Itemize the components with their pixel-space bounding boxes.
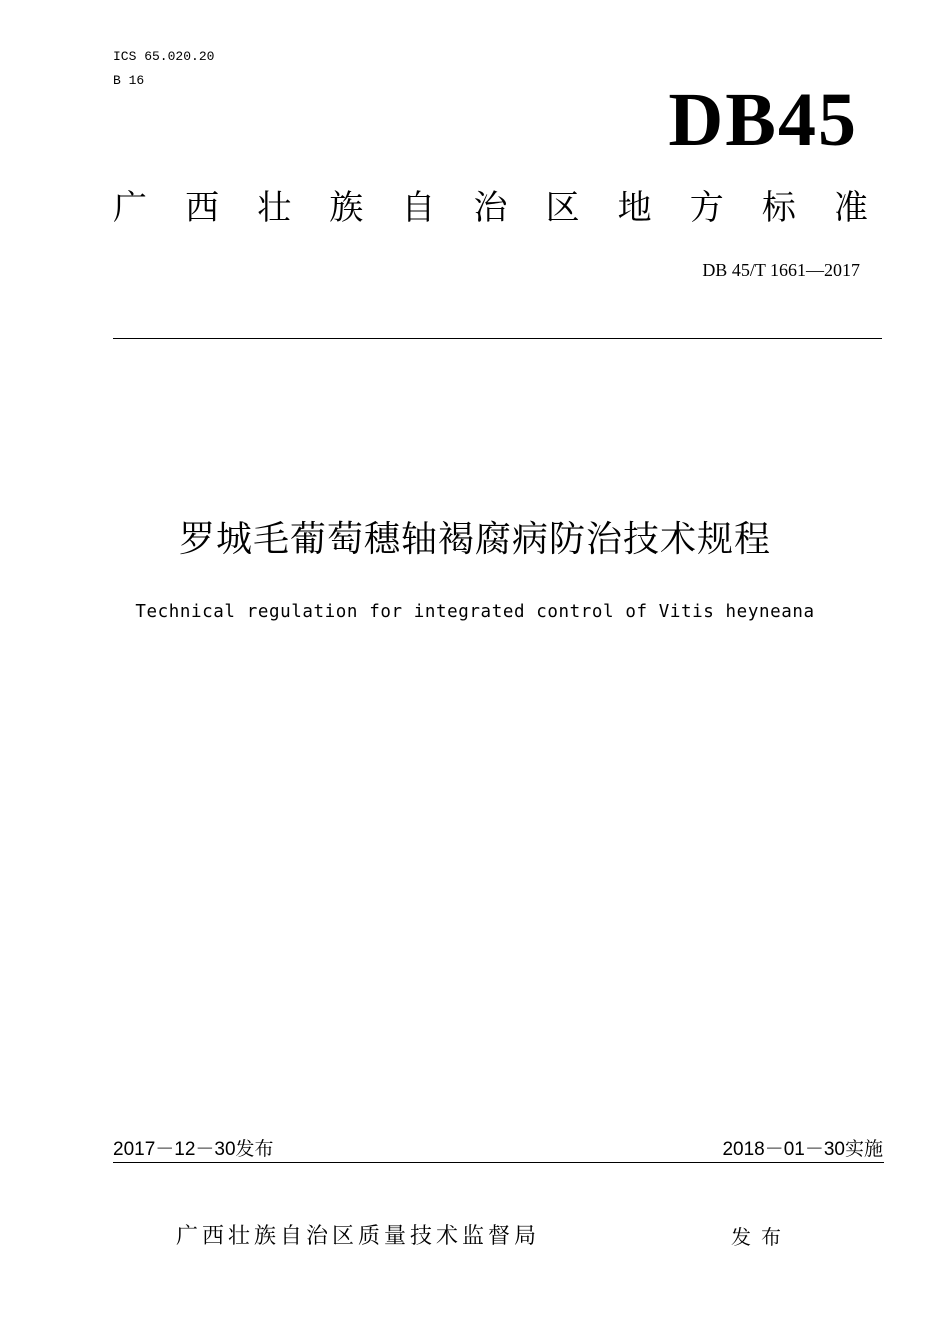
standard-number: DB 45/T 1661—2017 (702, 260, 860, 280)
standard-type-char: 标 (761, 188, 796, 228)
standard-type-char: 西 (185, 188, 220, 228)
standard-type-char: 区 (545, 188, 580, 228)
issuing-authority: 广西壮族自治区质量技术监督局 (176, 1224, 541, 1249)
header-divider (113, 338, 882, 339)
publish-date: 2017－12－30发布 (113, 1139, 274, 1160)
implementation-date: 2018－01－30实施 (722, 1139, 883, 1160)
standard-type-char: 方 (689, 188, 724, 228)
footer-divider (113, 1162, 884, 1163)
standard-type-char: 壮 (257, 188, 292, 228)
document-title-english: Technical regulation for integrated control of Vitis heyneana (135, 602, 815, 622)
standard-type-heading (113, 186, 868, 230)
standard-type-char: 广 (113, 188, 147, 228)
ics-code: ICS 65.020.20 (113, 49, 215, 64)
standard-code-logo: DB45 (668, 78, 858, 162)
standard-type-char: 地 (617, 188, 652, 228)
issue-label: 发布 (731, 1225, 791, 1249)
standard-type-char: 族 (329, 188, 364, 228)
standard-type-char: 准 (833, 188, 868, 228)
standard-type-char: 治 (473, 188, 508, 228)
standard-type-char: 自 (401, 188, 436, 228)
ccs-code: B 16 (113, 73, 145, 88)
document-title-chinese: 罗城毛葡萄穗轴褐腐病防治技术规程 (178, 519, 771, 560)
